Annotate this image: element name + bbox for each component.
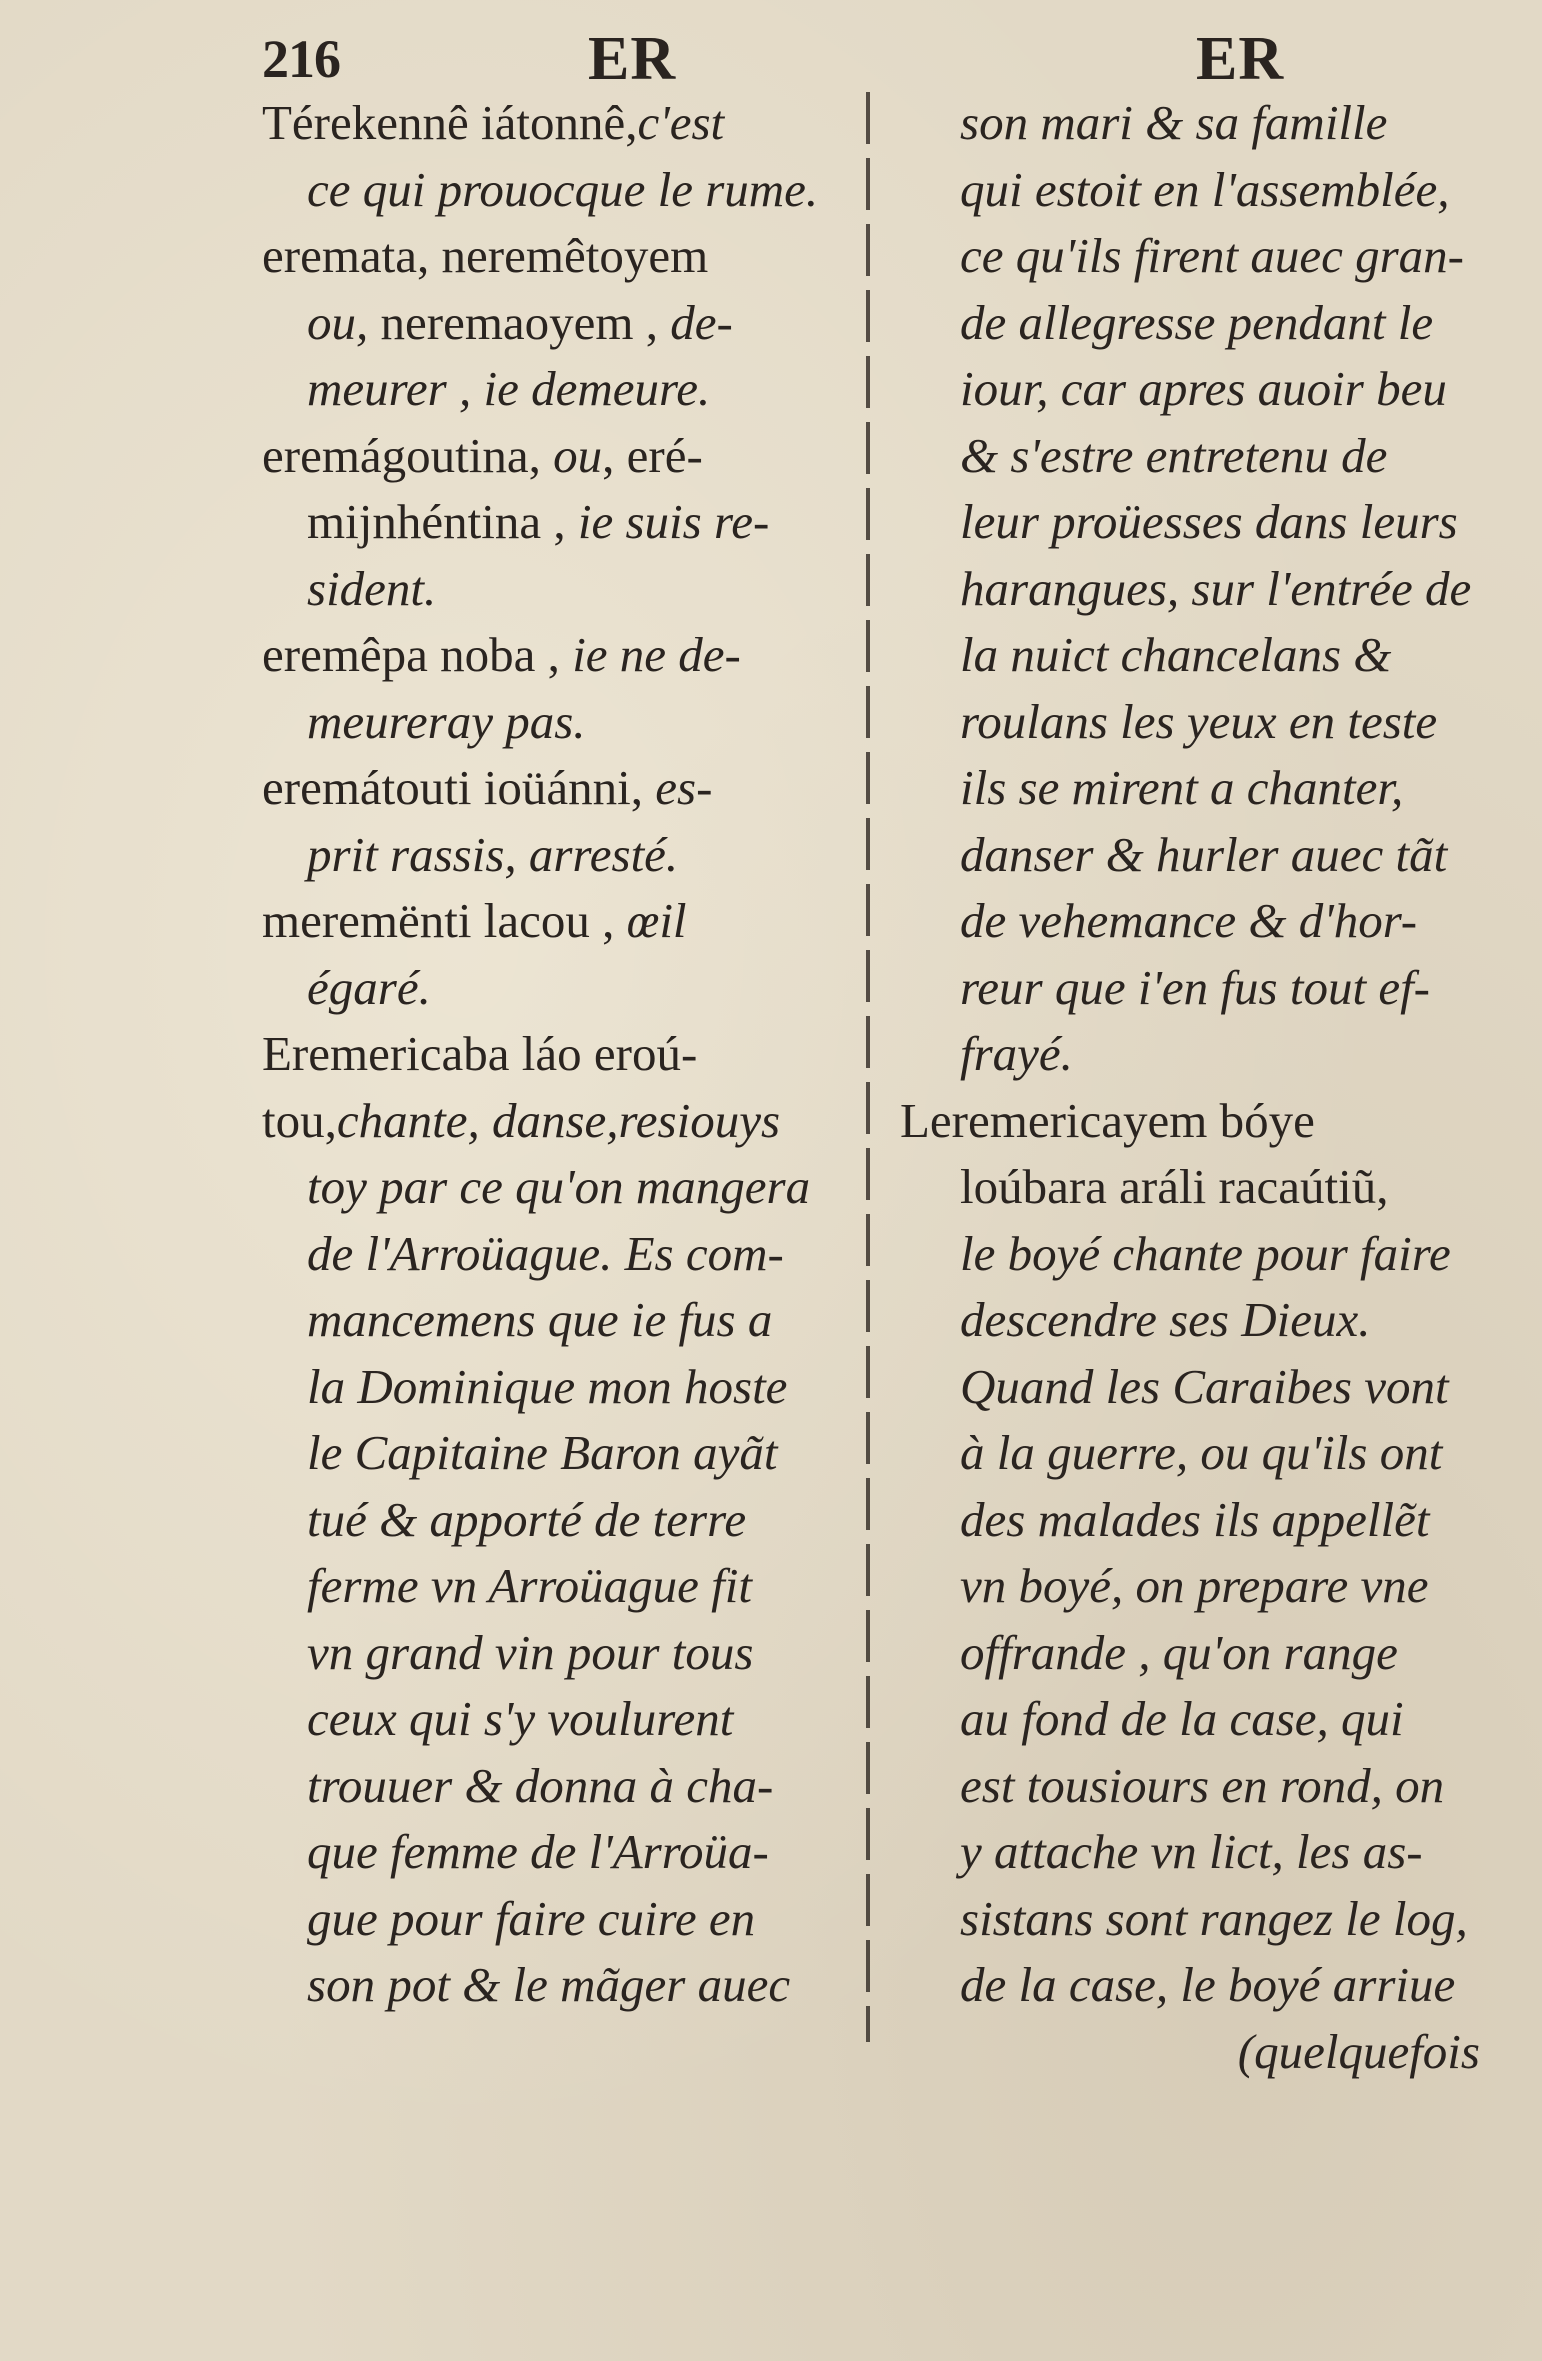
text-line	[900, 1753, 1500, 1820]
text-line	[262, 1553, 862, 1620]
page-number: 216	[262, 29, 340, 89]
italic-text: que femme de l'Arroüa-	[307, 1824, 769, 1879]
text-line	[262, 1154, 862, 1221]
italic-text: gue pour faire cuire en	[307, 1890, 756, 1946]
text-line	[900, 622, 1500, 689]
text-line	[900, 356, 1500, 423]
text-line	[900, 689, 1500, 756]
right-column	[900, 90, 1500, 2085]
text-line	[262, 1819, 862, 1886]
text-line	[262, 755, 862, 822]
text-line	[900, 1819, 1500, 1886]
italic-text: sident.	[307, 560, 437, 616]
italic-text: c'est	[637, 95, 725, 150]
italic-text: trouuer & donna à cha-	[307, 1757, 774, 1813]
text-line	[900, 1354, 1500, 1421]
italic-text: ce qui prouocque le rume.	[307, 161, 819, 217]
roman-text: Leremericayem bóye	[900, 1092, 1315, 1148]
italic-text: prit rassis, arresté.	[307, 826, 679, 882]
italic-text: mancemens que ie fus a	[307, 1292, 773, 1347]
text-line	[262, 1287, 862, 1354]
text-line	[900, 157, 1500, 224]
italic-text: reur que i'en fus tout ef-	[960, 959, 1430, 1015]
text-line	[262, 888, 862, 955]
italic-text: ce qu'ils firent auec gran-	[960, 228, 1464, 283]
text-line	[900, 1221, 1500, 1288]
catchword	[900, 2019, 1500, 2086]
italic-text: sistans sont rangez le log,	[960, 1890, 1468, 1946]
roman-text: eremata, neremêtoyem	[262, 228, 709, 283]
text-line	[900, 90, 1500, 157]
roman-text: eremágoutina,	[262, 427, 554, 483]
text-line	[900, 1886, 1500, 1953]
text-line	[900, 1021, 1500, 1088]
italic-text: vn boyé, on prepare vne	[960, 1558, 1429, 1613]
text-line	[262, 489, 862, 556]
italic-text: ceux qui s'y voulurent	[307, 1691, 734, 1746]
italic-text: roulans les yeux en teste	[960, 693, 1438, 749]
italic-text: frayé.	[960, 1026, 1073, 1081]
text-line	[900, 1553, 1500, 1620]
text-line	[262, 290, 862, 357]
roman-text: mijnhéntina ,	[307, 494, 578, 549]
italic-text: ferme vn Arroüague fit	[307, 1558, 753, 1613]
text-line	[262, 1021, 862, 1088]
italic-text: son pot & le mãger auec	[307, 1957, 791, 2012]
italic-text: es-	[655, 760, 713, 815]
roman-text: Térekennê iátonnê,	[262, 95, 638, 150]
roman-text: eremêpa noba ,	[262, 627, 573, 682]
text-line	[900, 423, 1500, 490]
text-line	[262, 1686, 862, 1753]
italic-text: de l'Arroüague. Es com-	[307, 1225, 784, 1281]
italic-text: chante, danse,resiouys	[336, 1092, 781, 1148]
italic-text: le Capitaine Baron ayãt	[307, 1425, 778, 1480]
text-line	[262, 1088, 862, 1155]
roman-text: eremátouti ioüánni,	[262, 760, 656, 815]
roman-text: tou,	[262, 1092, 337, 1148]
text-line	[900, 1154, 1500, 1221]
italic-text: (quelquefois	[1237, 2023, 1480, 2079]
italic-text: toy par ce qu'on mangera	[307, 1159, 811, 1214]
italic-text: ie ne de-	[572, 627, 741, 682]
text-line	[262, 90, 862, 157]
text-line	[900, 1420, 1500, 1487]
roman-text: loúbara aráli racaútiũ,	[960, 1159, 1389, 1214]
italic-text: iour, car apres auoir beu	[960, 361, 1447, 416]
italic-text: ou	[553, 427, 603, 483]
italic-text: descendre ses Dieux.	[960, 1292, 1371, 1347]
text-line	[262, 1221, 862, 1288]
italic-text: y attache vn lict, les as-	[960, 1824, 1423, 1879]
italic-text: tué & apporté de terre	[307, 1491, 747, 1547]
text-line	[262, 1354, 862, 1421]
italic-text: harangues, sur l'entrée de	[960, 560, 1472, 616]
text-line	[900, 1287, 1500, 1354]
left-column	[262, 90, 862, 2019]
text-line	[900, 955, 1500, 1022]
italic-text: égaré.	[307, 959, 431, 1015]
italic-text: danser & hurler auec tãt	[960, 826, 1448, 882]
italic-text: offrande , qu'on range	[960, 1624, 1398, 1680]
text-line	[262, 1487, 862, 1554]
italic-text: œil	[626, 893, 687, 948]
text-line	[900, 1487, 1500, 1554]
text-line	[262, 1420, 862, 1487]
text-line	[262, 423, 862, 490]
text-line	[900, 1686, 1500, 1753]
text-line	[262, 356, 862, 423]
italic-text: de allegresse pendant le	[960, 294, 1434, 350]
italic-text: est tousiours en rond, on	[960, 1757, 1445, 1813]
italic-text: de-	[670, 294, 733, 350]
text-line	[900, 290, 1500, 357]
italic-text: ils se mirent a chanter,	[960, 760, 1404, 815]
italic-text: à la guerre, ou qu'ils ont	[960, 1425, 1443, 1480]
italic-text: des malades ils appellẽt	[960, 1491, 1430, 1547]
italic-text: la Dominique mon hoste	[307, 1358, 788, 1414]
italic-text: vn grand vin pour tous	[307, 1624, 754, 1680]
text-line	[900, 822, 1500, 889]
text-line	[900, 888, 1500, 955]
text-line	[262, 1620, 862, 1687]
roman-text: , eré-	[602, 427, 703, 483]
italic-text: meurer , ie demeure.	[307, 361, 711, 416]
text-line	[262, 1886, 862, 1953]
text-line	[900, 755, 1500, 822]
text-line	[900, 556, 1500, 623]
text-line	[262, 622, 862, 689]
text-line	[262, 1753, 862, 1820]
italic-text: qui estoit en l'assemblée,	[960, 161, 1450, 217]
italic-text: meureray pas.	[307, 693, 586, 749]
italic-text: au fond de la case, qui	[960, 1691, 1404, 1746]
text-line	[900, 1952, 1500, 2019]
roman-text: Eremericaba láo eroú-	[262, 1026, 698, 1081]
italic-text: & s'estre entretenu de	[960, 427, 1388, 483]
running-head-left: ER	[588, 25, 677, 93]
italic-text: ie suis re-	[577, 494, 770, 549]
text-line	[262, 157, 862, 224]
italic-text: ou,	[307, 294, 369, 350]
text-line	[900, 489, 1500, 556]
italic-text: son mari & sa famille	[960, 95, 1388, 150]
text-line	[900, 223, 1500, 290]
italic-text: Quand les Caraibes vont	[960, 1358, 1449, 1414]
italic-text: de la case, le boyé arriue	[960, 1957, 1456, 2012]
roman-text: neremaoyem ,	[368, 294, 671, 350]
text-line	[900, 1620, 1500, 1687]
text-line	[262, 822, 862, 889]
text-line	[262, 1952, 862, 2019]
text-line	[262, 223, 862, 290]
column-divider	[866, 92, 870, 2042]
text-line	[900, 1088, 1500, 1155]
running-head-right: ER	[1196, 25, 1285, 93]
text-line	[262, 556, 862, 623]
roman-text: meremënti lacou ,	[262, 893, 627, 948]
italic-text: leur proüesses dans leurs	[960, 494, 1458, 549]
italic-text: le boyé chante pour faire	[960, 1225, 1451, 1281]
text-line	[262, 955, 862, 1022]
text-line	[262, 689, 862, 756]
italic-text: de vehemance & d'hor-	[960, 893, 1418, 948]
italic-text: la nuict chancelans &	[960, 627, 1392, 682]
